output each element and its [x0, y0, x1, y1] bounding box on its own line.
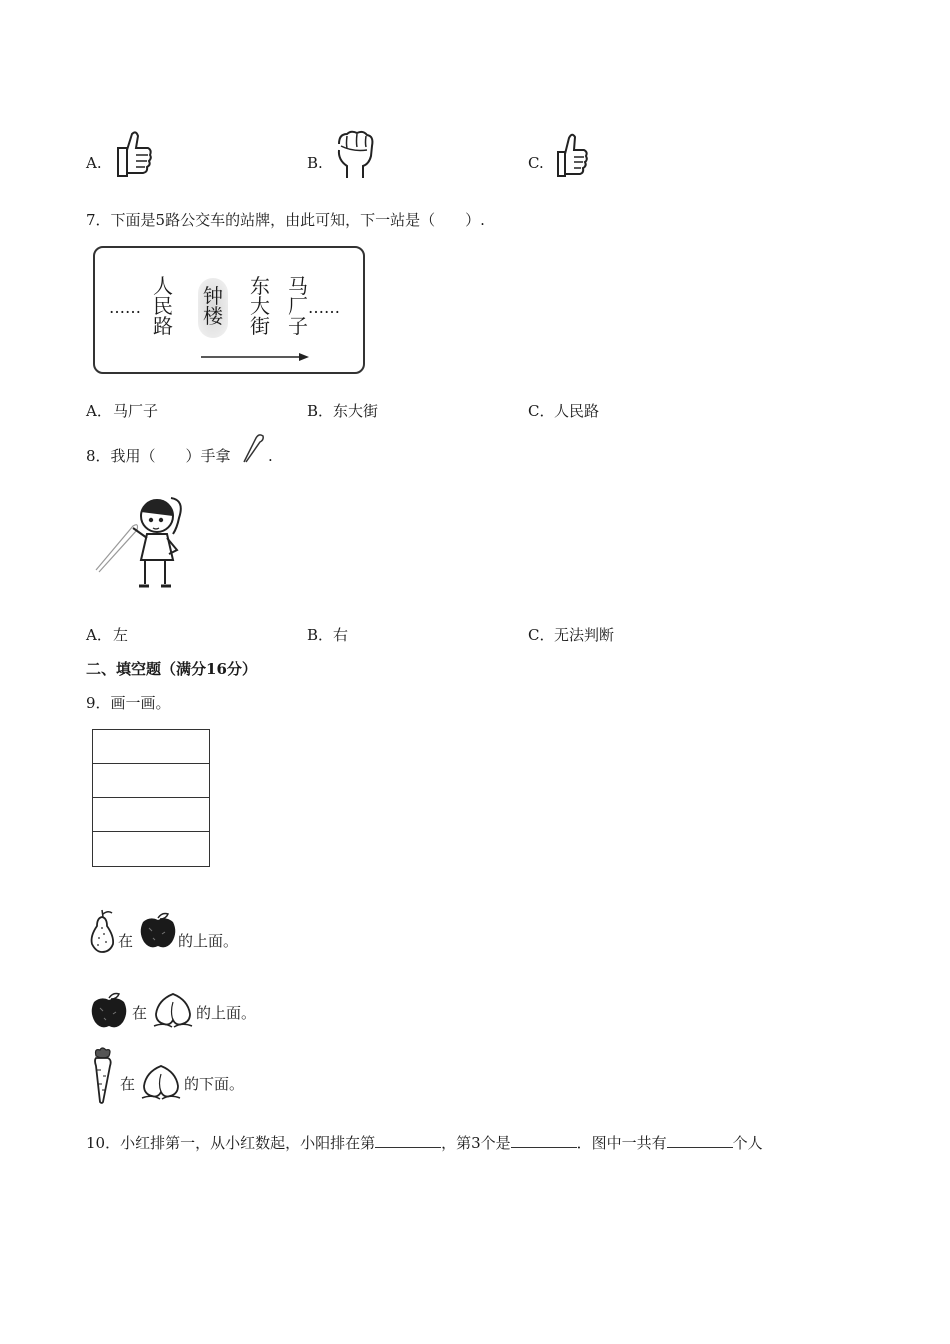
q7-option-c-letter: C．: [528, 402, 555, 420]
q10-part1: 10．小红排第一，从小红数起，小阳排在第: [86, 1134, 376, 1152]
q9-line1-mid: 在: [118, 932, 134, 950]
section-2-title: 二、填空题（满分16分）: [86, 660, 257, 678]
thumbs-up-hand-icon: [110, 128, 154, 178]
stop-machangzi: 马厂子: [288, 274, 308, 338]
stop-zhonglou: 钟楼: [203, 284, 223, 328]
q8-option-a-letter: A．: [86, 626, 112, 644]
q7-option-b-letter: B．: [307, 402, 334, 420]
grid-line: [93, 763, 209, 764]
q7-option-a-letter: A．: [86, 402, 112, 420]
direction-arrow-icon: [201, 352, 311, 362]
q9-line3-mid: 在: [120, 1075, 136, 1093]
apple-icon: [89, 990, 129, 1030]
q7-option-a-text: 马厂子: [113, 402, 159, 420]
q9-stem: 9．画一画。: [86, 694, 171, 712]
peach-icon: [138, 1062, 184, 1102]
q10-blank-3[interactable]: [667, 1133, 733, 1148]
stop-dongdajie: 东大街: [250, 274, 270, 338]
girl-holding-tweezers-illustration: [93, 488, 193, 598]
bus-stop-sign: [93, 246, 365, 374]
q10-part2: ，第3个是: [441, 1134, 511, 1152]
q6-option-c-letter: C.: [528, 154, 544, 172]
sign-dots-right: ……: [308, 298, 340, 317]
q8-stem-end: .: [268, 447, 273, 465]
q8-option-b-letter: B．: [307, 626, 334, 644]
q6-option-a-letter: A.: [86, 154, 102, 172]
tweezers-icon: [242, 432, 266, 464]
q9-drawing-grid: [92, 729, 210, 867]
q10-part3: ．图中一共有: [576, 1134, 667, 1152]
grid-line: [93, 831, 209, 832]
q8-option-b-text: 右: [333, 626, 349, 644]
q9-line2-end: 的上面。: [196, 1004, 257, 1022]
q10-blank-2[interactable]: [511, 1133, 577, 1148]
q8-option-c-letter: C．: [528, 626, 555, 644]
carrot-icon: [88, 1046, 116, 1106]
pear-icon: [88, 908, 116, 954]
q7-stem: 7．下面是5路公交车的站牌，由此可知，下一站是（ ）.: [86, 211, 485, 229]
q10-blank-1[interactable]: [375, 1133, 441, 1148]
q10-part4: 个人: [732, 1134, 763, 1152]
q9-line2-mid: 在: [132, 1004, 148, 1022]
q7-option-c-text: 人民路: [554, 402, 600, 420]
q10-sentence: [86, 1133, 763, 1153]
apple-icon: [138, 910, 178, 950]
q8-option-c-text: 无法判断: [554, 626, 615, 644]
grid-line: [93, 797, 209, 798]
q6-option-b-letter: B.: [307, 154, 323, 172]
q9-line3-end: 的下面。: [184, 1075, 245, 1093]
fist-hand-icon: [333, 128, 377, 180]
stop-renminlu: 人民路: [153, 274, 173, 338]
peach-icon: [150, 990, 196, 1030]
q8-stem: 8．我用（ ）手拿: [86, 447, 231, 465]
q8-option-a-text: 左: [113, 626, 129, 644]
q9-line1-end: 的上面。: [178, 932, 239, 950]
q7-option-b-text: 东大街: [333, 402, 379, 420]
thumbs-up-small-hand-icon: [554, 130, 590, 180]
sign-dots-left: ……: [109, 298, 141, 317]
